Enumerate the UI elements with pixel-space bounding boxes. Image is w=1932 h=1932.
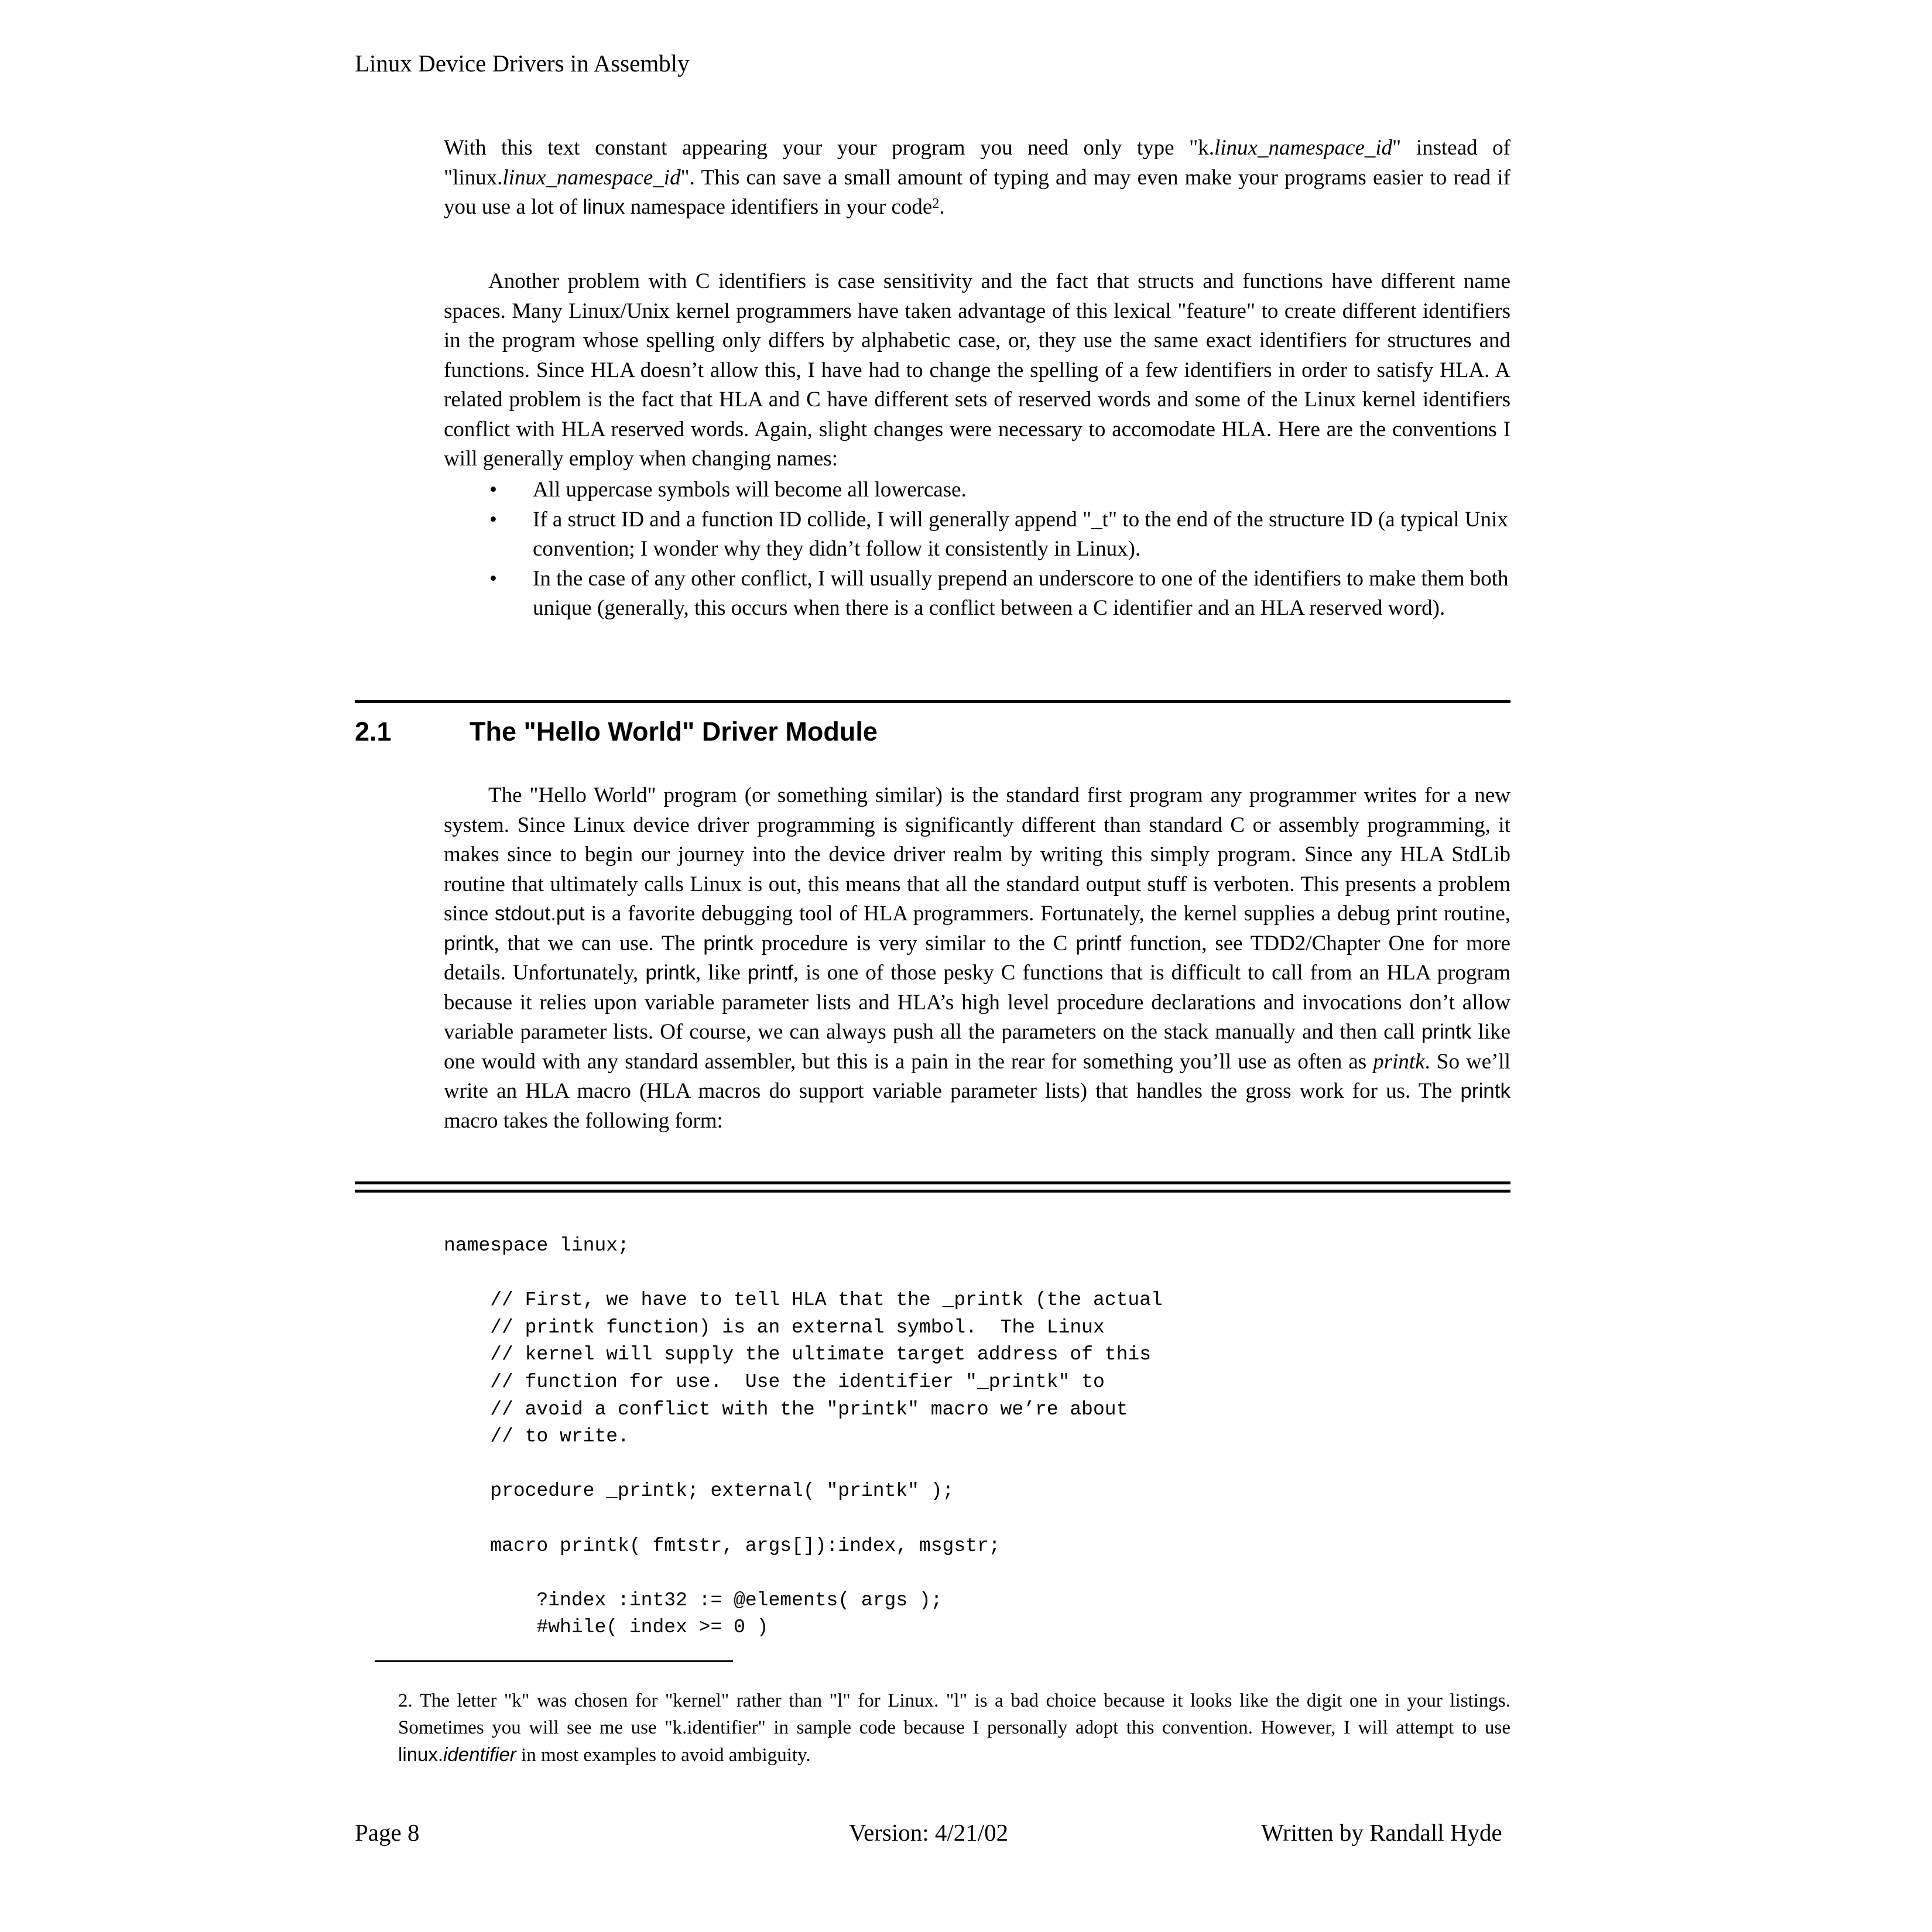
footer-version: Version: 4/21/02: [849, 1819, 1009, 1846]
footnote-ref: 2: [932, 196, 940, 211]
code-top-rule-1: [355, 1181, 1510, 1184]
bullet-icon: •: [489, 566, 497, 591]
footnote: 2. The letter "k" was chosen for "kernel" rather than "l" for Linux. "l" is a bad choice because it looks like the digit one in your listings. Sometimes you will see me use "k.identifier" in sample code because I personally adopt this convention. However, I will attempt to use linux.identifier in most examples to avoid ambiguity.: [398, 1690, 1510, 1766]
hello-paragraph: The "Hello World" program (or something similar) is the standard first program any programmer writes for a new system. Since Linux device driver programming is significantly different than standard C or assembly programming, it makes since to begin our journey into the device driver realm by writing this simply program. Since any HLA StdLib routine that ultimately calls Linux is out, this means that all the standard output stuff is verboten. This presents a problem since stdout.put is a favorite debugging tool of HLA programmers. Fortunately, the kernel supplies a debug print routine, printk, that we can use. The printk procedure is very similar to the C printf function, see TDD2/Chapter One for more details. Unfortunately, printk, like printf, is one of those pesky C functions that is difficult to call from an HLA program because it relies upon variable parameter lists and HLA’s high level procedure declarations and invocations don’t allow variable parameter lists. Of course, we can always push all the parameters on the stack manually and then call printk like one would with any standard assembler, but this is a pain in the rear for something you’ll use as often as printk. So we’ll write an HLA macro (HLA macros do support variable parameter lists) that handles the gross work for us. The printk macro takes the following form:: [444, 783, 1511, 1133]
conventions-list: [444, 475, 1510, 624]
section-title: The "Hello World" Driver Module: [470, 717, 878, 746]
bullet-icon: •: [489, 478, 497, 502]
running-header: Linux Device Drivers in Assembly: [355, 50, 690, 77]
section-rule: [355, 700, 1510, 703]
intro-paragraph-1: With this text constant appearing your your program you need only type "k.linux_namespace_id" instead of "linux.linux_namespace_id". This can save a small amount of typing and may even make your programs easier to read if you use a lot of linux namespace identifiers in your code$^2$.: [444, 136, 1511, 219]
code-top-rule-2: [355, 1190, 1510, 1193]
list-item: • All uppercase symbols will become all lowercase.: [444, 475, 1510, 505]
footer-author: Written by Randall Hyde: [1261, 1819, 1502, 1846]
code-listing: namespace linux; // First, we have to tell HLA that the _printk (the actual // printk function) is an external symbol. The Linux // kernel will supply the ultimate target address of this // function for use. Use the identifier "_printk" to // avoid a conflict with the "printk" macro we’re about // to write. procedure _printk; external( "printk" ); macro printk( fmtstr, args[]):index, msgstr; ?index :int32 := @elements( args ); #while( index >= 0 ): [444, 1235, 1163, 1639]
section-number: 2.1: [355, 717, 392, 746]
bullet-icon: •: [489, 507, 497, 532]
intro-paragraph-2: Another problem with C identifiers is case sensitivity and the fact that structs and functions have different name spaces. Many Linux/Unix kernel programmers have taken advantage of this lexical "feature" to create different identifiers in the program whose spelling only differs by alphabetic case, or, they use the same exact identifiers for structures and functions. Since HLA doesn’t allow this, I have had to change the spelling of a few identifiers in order to satisfy HLA. A related problem is the fact that HLA and C have different sets of reserved words and some of the Linux kernel identifiers conflict with HLA reserved words. Again, slight changes were necessary to accomodate HLA. Here are the conventions I will generally employ when changing names:: [444, 269, 1510, 471]
list-item: • If a struct ID and a function ID collide, I will generally append "_t" to the end of the structure ID (a typical Unix convention; I wonder why they didn’t follow it consistently in Linux).: [444, 505, 1510, 564]
list-item: • In the case of any other conflict, I will usually prepend an underscore to one of the identifiers to make them both unique (generally, this occurs when there is a conflict between a C identifier and an HLA reserved word).: [444, 564, 1510, 624]
footer-page-number: Page 8: [355, 1819, 420, 1846]
footnote-separator: [375, 1660, 733, 1662]
